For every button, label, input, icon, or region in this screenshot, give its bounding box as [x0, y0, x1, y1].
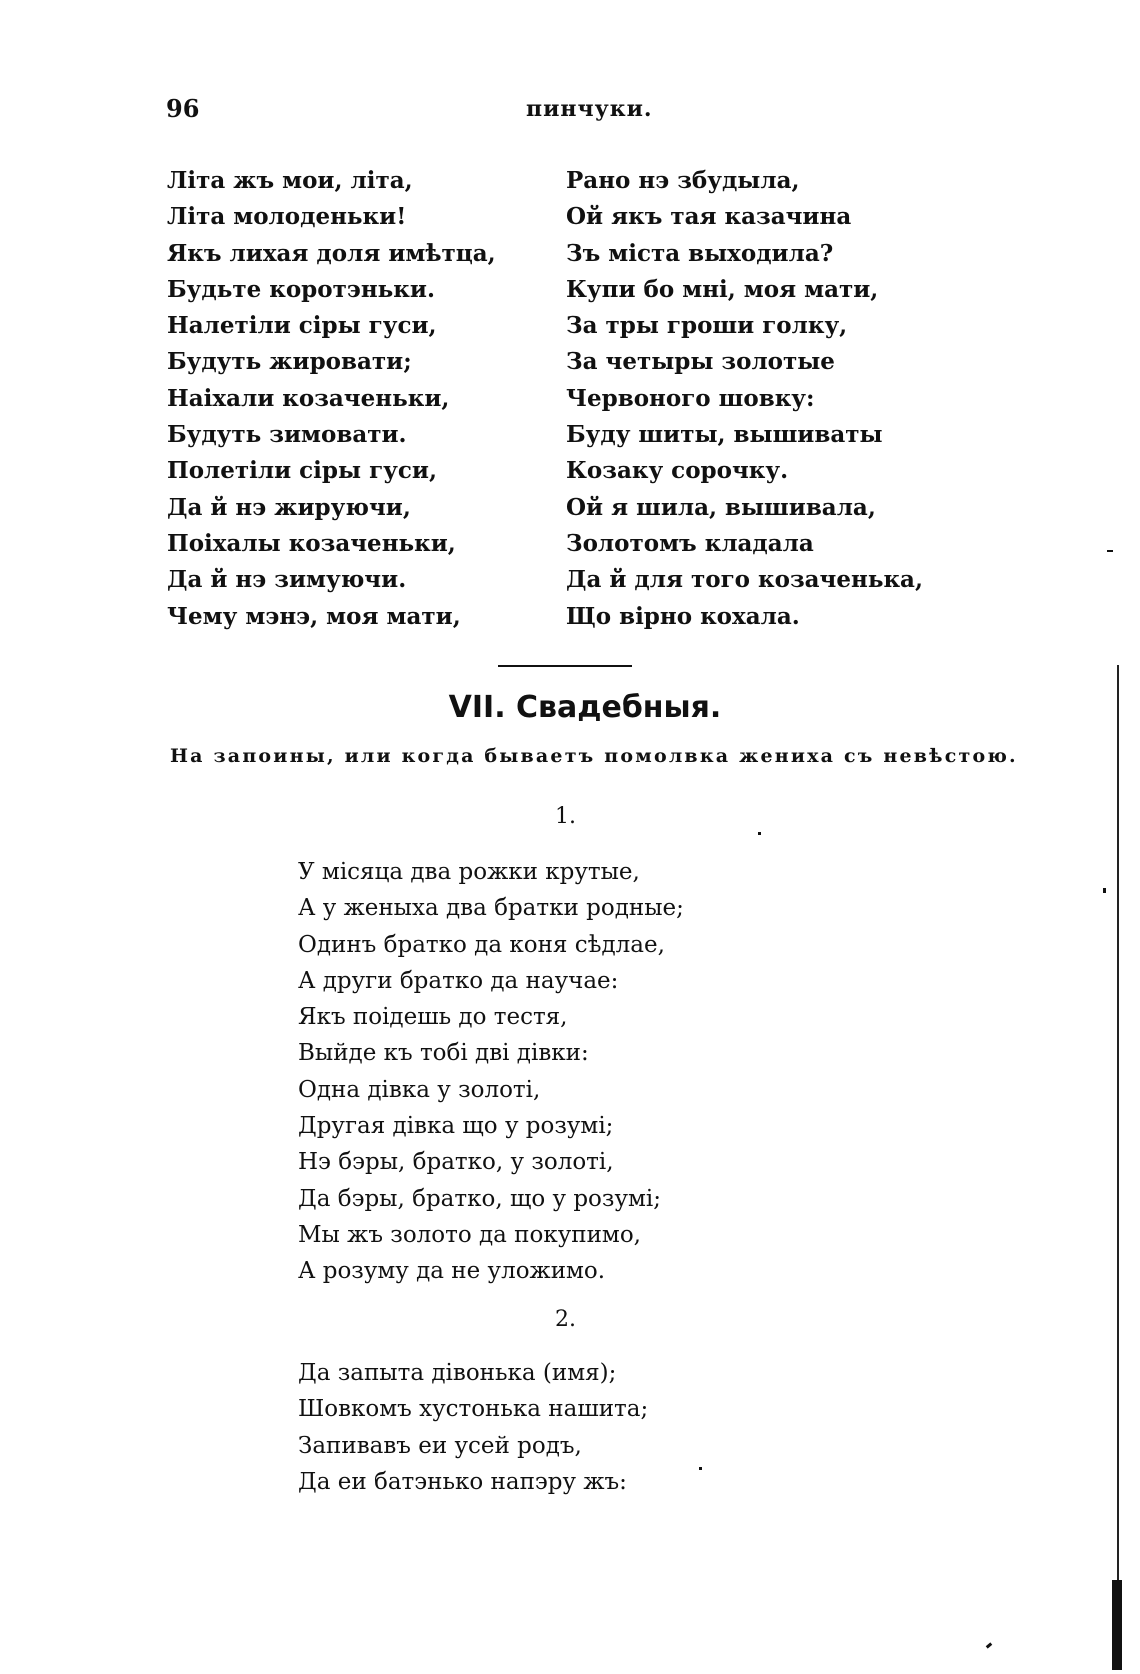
- section-divider: [498, 665, 632, 667]
- page-header: [166, 94, 653, 134]
- section-title: VII. Свадебныя.: [448, 690, 722, 725]
- poem-line: Купи бо мні, моя мати,: [566, 275, 879, 303]
- poem-line: Золотомъ кладала: [566, 529, 814, 557]
- song-line: Нэ бэры, братко, у золоті,: [298, 1149, 614, 1176]
- page-number: 96: [166, 94, 200, 123]
- poem-line: Що вірно кохала.: [566, 602, 800, 630]
- song-number: 1.: [555, 804, 576, 829]
- song-line: А розуму да не уложимо.: [298, 1258, 606, 1285]
- running-title: пинчуки.: [526, 96, 653, 122]
- poem-line: Да й нэ жируючи,: [167, 493, 411, 521]
- poem-line: За четыры золотые: [566, 348, 835, 376]
- song-line: Одинъ братко да коня сѣдлае,: [298, 931, 665, 958]
- song-line: Да еи батэнько напэру жъ:: [298, 1468, 627, 1495]
- poem-right-column: [566, 163, 923, 635]
- song-line: Запивавъ еи усей родъ,: [298, 1432, 582, 1459]
- poem-line: Полетіли сіры гуси,: [167, 457, 437, 485]
- poem-line: Літа молоденьки!: [167, 203, 407, 231]
- song-line: Выйде къ тобі дві дівки:: [298, 1040, 589, 1067]
- poem-line: Будуть жировати;: [167, 348, 412, 376]
- poem-line: Рано нэ збудыла,: [566, 167, 800, 194]
- scan-speck: [1107, 550, 1113, 552]
- scan-speck: [1103, 888, 1106, 893]
- scan-edge-mark: [1112, 1580, 1122, 1670]
- song-line: А други братко да научае:: [298, 967, 619, 994]
- poem-line: Ой я шила, вышивала,: [566, 493, 876, 521]
- poem-line: Да й нэ зимуючи.: [167, 566, 407, 594]
- poem-line: Наіхали козаченьки,: [167, 384, 450, 412]
- song-line: Другая дівка що у розумі;: [298, 1113, 614, 1140]
- song-line: У місяца два рожки крутые,: [298, 859, 640, 885]
- poem-line: Козаку сорочку.: [566, 457, 789, 485]
- song-stanza: [298, 1355, 648, 1500]
- scan-speck: [758, 832, 761, 835]
- poem-line: За тры гроши голку,: [566, 312, 848, 340]
- scan-speck: [699, 1467, 702, 1470]
- scan-edge-line: [1117, 665, 1119, 1655]
- song-line: Якъ поідешь до тестя,: [298, 1004, 568, 1031]
- poem-line: Будуть зимовати.: [167, 421, 407, 449]
- poem-line: Буду шиты, вышиваты: [566, 421, 883, 449]
- poem-line: Літа жъ мои, літа,: [167, 167, 413, 194]
- section-subtitle: На запоины, или когда бываетъ помолвка жениха съ невѣстою.: [170, 745, 1018, 767]
- poem-line: Будьте коротэньки.: [167, 275, 435, 303]
- poem-line: Чему мэнэ, моя мати,: [167, 602, 461, 630]
- song-line: Одна дівка у золоті,: [298, 1076, 541, 1103]
- poem-line: Зъ міста выходила?: [566, 239, 834, 267]
- song-line: Шовкомъ хустонька нашита;: [298, 1396, 649, 1423]
- song-line: Да бэры, братко, що у розумі;: [298, 1185, 661, 1212]
- song-line: А у женыха два братки родные;: [298, 895, 684, 922]
- poem-line: Поіхалы козаченьки,: [167, 529, 456, 557]
- song-line: Мы жъ золото да покупимо,: [298, 1221, 641, 1248]
- poem-line: Налетіли сіры гуси,: [167, 312, 437, 340]
- song-line: Да запыта дівонька (имя);: [298, 1360, 617, 1386]
- poem-line: Ой якъ тая казачина: [566, 203, 852, 231]
- poem-line: Червоного шовку:: [566, 384, 815, 412]
- poem-line: Якъ лихая доля имѣтца,: [167, 239, 496, 267]
- song-stanza: [298, 854, 684, 1290]
- scan-speck: [986, 1642, 993, 1648]
- poem-line: Да й для того козаченька,: [566, 566, 923, 594]
- poem-left-column: [167, 163, 496, 635]
- song-number: 2.: [555, 1307, 576, 1332]
